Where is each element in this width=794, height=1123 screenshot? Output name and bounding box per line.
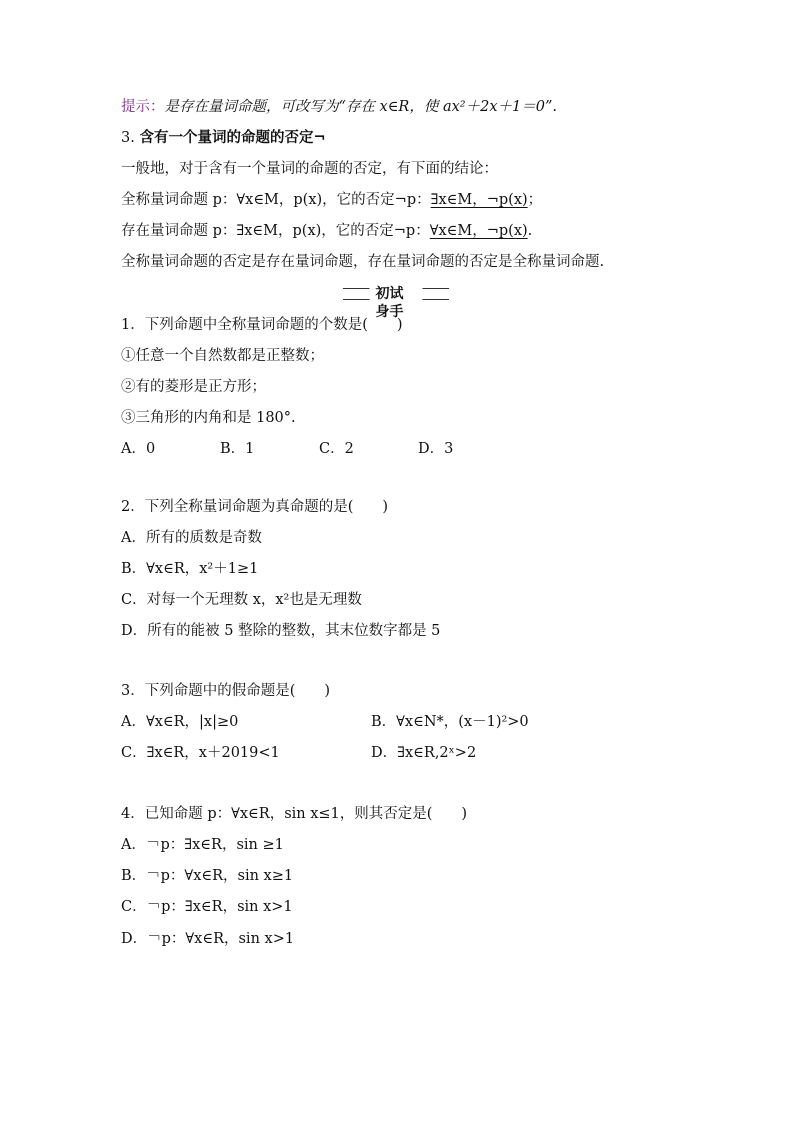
q4-option-a[interactable]: A．￢p：∃x∈R，sin ≥1	[121, 837, 284, 853]
universal-negation-rule	[121, 190, 542, 210]
section-number: 3.	[121, 130, 135, 146]
q2-stem: 2．下列全称量词命题为真命题的是( )	[121, 499, 389, 515]
existential-prefix: 存在量词命题 p：∃x∈M，p(x)，它的否定¬p：	[121, 223, 430, 239]
q1-option-a[interactable]: A．0	[121, 441, 156, 457]
universal-prefix: 全称量词命题 p：∀x∈M，p(x)，它的否定¬p：	[121, 192, 431, 208]
q1-options	[121, 439, 453, 459]
section-banner	[343, 285, 449, 320]
q1-stem: 1．下列命题中全称量词命题的个数是( )	[121, 317, 403, 333]
q2-option-a[interactable]: A．所有的质数是奇数	[121, 530, 262, 546]
q1-option-b[interactable]: B．1	[220, 441, 255, 457]
q3-option-d[interactable]: D．∃x∈R,2ˣ>2	[371, 745, 477, 761]
q3-options-row2	[121, 743, 476, 763]
q3-option-b[interactable]: B．∀x∈N*，(x－1)²>0	[371, 714, 529, 730]
q2-option-b[interactable]: B．∀x∈R，x²＋1≥1	[121, 561, 259, 577]
q1-option-c[interactable]: C．2	[319, 441, 354, 457]
hint-text: 是存在量词命题，可改写为“存在 x∈R，使 ax²＋2x＋1＝0”.	[164, 99, 557, 115]
q2-option-d[interactable]: D．所有的能被 5 整除的整数，其末位数字都是 5	[121, 623, 441, 639]
conclusion-text: 全称量词命题的否定是存在量词命题，存在量词命题的否定是全称量词命题.	[121, 254, 605, 270]
banner-title: 初试身手	[370, 285, 423, 321]
q3-options-row1	[121, 712, 529, 732]
q3-option-c[interactable]: C．∃x∈R，x＋2019<1	[121, 745, 280, 761]
q3-stem: 3．下列命题中的假命题是( )	[121, 683, 331, 699]
q3-option-a[interactable]: A．∀x∈R，|x|≥0	[121, 714, 239, 730]
existential-suffix: .	[527, 223, 533, 239]
q1-option-d[interactable]: D．3	[418, 441, 454, 457]
q1-item: ③三角形的内角和是 180°.	[121, 410, 296, 426]
q4-option-d[interactable]: D．￢p：∀x∈R，sin x>1	[121, 931, 295, 947]
hint-line	[121, 97, 557, 117]
q4-option-c[interactable]: C．￢p：∃x∈R，sin x>1	[121, 899, 293, 915]
section-title: 含有一个量词的命题的否定¬	[139, 129, 326, 146]
universal-negation: ∃x∈M，¬p(x)	[430, 192, 528, 208]
q4-stem: 4．已知命题 p：∀x∈R，sin x≤1，则其否定是( )	[121, 806, 468, 822]
universal-suffix: ；	[527, 192, 543, 208]
q4-option-b[interactable]: B．￢p：∀x∈R，sin x≥1	[121, 868, 294, 884]
existential-negation: ∀x∈M，¬p(x)	[429, 223, 528, 239]
q2-option-c[interactable]: C．对每一个无理数 x，x²也是无理数	[121, 592, 362, 608]
section-heading	[121, 128, 326, 148]
q1-item: ①任意一个自然数都是正整数；	[121, 348, 324, 364]
intro-text: 一般地，对于含有一个量词的命题的否定，有下面的结论：	[121, 161, 498, 177]
hint-label: 提示：	[121, 99, 165, 115]
existential-negation-rule	[121, 221, 532, 241]
q1-item: ②有的菱形是正方形；	[121, 379, 266, 395]
